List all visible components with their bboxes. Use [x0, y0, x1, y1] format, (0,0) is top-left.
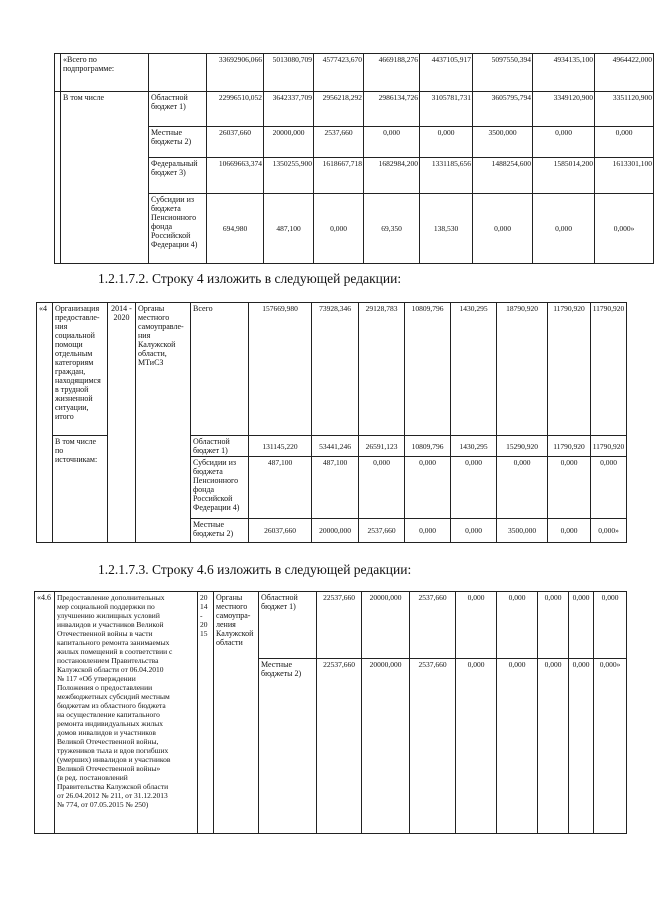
value-cell: 0,000 — [533, 127, 595, 158]
value-cell: 22537,660 — [317, 659, 362, 834]
value-cell: 3500,000 — [473, 127, 533, 158]
value-cell: 0,000 — [420, 127, 473, 158]
value-cell: 131145,220 — [249, 436, 312, 457]
value-cell: 69,350 — [364, 194, 420, 264]
value-cell: 5013080,709 — [264, 54, 314, 92]
value-cell: 26037,660 — [207, 127, 264, 158]
value-cell: 10669663,374 — [207, 158, 264, 194]
value-cell: 0,000 — [473, 194, 533, 264]
source-label: Местные бюджеты 2) — [149, 127, 207, 158]
row-number: «4.6 — [35, 592, 55, 834]
including-label: В том числе по источникам: — [53, 436, 108, 543]
value-cell: 18790,920 — [497, 303, 548, 436]
value-cell: 0,000» — [595, 194, 654, 264]
years: 2014 - 2020 — [108, 303, 136, 543]
value-cell: 11790,920 — [548, 436, 591, 457]
years: 2014 - 2015 — [198, 592, 214, 834]
value-cell: 20000,000 — [264, 127, 314, 158]
value-cell: 2537,660 — [410, 592, 456, 659]
measure-name: Организация предоставле- ния социальной помощи отдельным категориям граждан, находящимся в трудной жизненной ситуации, итого — [53, 303, 108, 436]
value-cell: 73928,346 — [312, 303, 359, 436]
value-cell: 2537,660 — [359, 519, 405, 543]
value-cell: 26591,123 — [359, 436, 405, 457]
value-cell: 1430,295 — [451, 303, 497, 436]
value-cell: 487,100 — [249, 457, 312, 519]
source-label: Областной бюджет 1) — [149, 92, 207, 127]
value-cell: 1585014,200 — [533, 158, 595, 194]
value-cell: 1350255,900 — [264, 158, 314, 194]
executor: Органы местного самоупра- ления Калужской области — [214, 592, 259, 834]
value-cell: 1331185,656 — [420, 158, 473, 194]
value-cell: 0,000 — [497, 592, 538, 659]
value-cell: 0,000 — [569, 592, 594, 659]
value-cell: 1682984,200 — [364, 158, 420, 194]
value-cell: 1613301,100 — [595, 158, 654, 194]
executor: Органы местного самоуправле- ния Калужской области, МТиСЗ — [136, 303, 191, 543]
section-heading-row-4-6: 1.2.1.7.3. Строку 4.6 изложить в следующей редакции: — [98, 562, 412, 577]
value-cell: 53441,246 — [312, 436, 359, 457]
measure-name: Предоставление дополнительных мер социальной поддержки по улучшению жилищных условий инвалидов и участников Великой Отечественной войны в части капитального ремонта занимаемых жилых помещений в соответствии с постановлением Правительства Калужской области от 06.04.2010 № 117 «Об утверждении Положения о предоставлении межбюджетных субсидий местным бюджетам из областного бюджета на осуществление капитального ремонта индивидуальных жилых домов инвалидов и участников Великой Отечественной войны, тружеников тыла и вдов погибших (умерших) инвалидов и участников Великой Отечественной войны» (в ред. постановлений Правительства Калужской области от 26.04.2012 № 211, от 31.12.2013 № 774, от 07.05.2015 № 250) — [55, 592, 198, 834]
value-cell: 0,000 — [594, 592, 627, 659]
value-cell: 1618667,718 — [314, 158, 364, 194]
value-cell: 0,000 — [591, 457, 627, 519]
source-label: Федеральный бюджет 3) — [149, 158, 207, 194]
value-cell: 0,000 — [595, 127, 654, 158]
source-label: Субсидии из бюджета Пенсионного фонда Российской Федерации 4) — [149, 194, 207, 264]
value-cell: 4934135,100 — [533, 54, 595, 92]
value-cell: 0,000 — [359, 457, 405, 519]
label-cell — [149, 54, 207, 92]
source-label: Всего — [191, 303, 249, 436]
value-cell: 0,000 — [497, 659, 538, 834]
value-cell: 10809,796 — [405, 436, 451, 457]
value-cell: 4964422,000 — [595, 54, 654, 92]
value-cell: 0,000 — [548, 519, 591, 543]
value-cell: 33692906,066 — [207, 54, 264, 92]
source-label: Местные бюджеты 2) — [259, 659, 317, 834]
value-cell: 4669188,276 — [364, 54, 420, 92]
value-cell: 3349120,900 — [533, 92, 595, 127]
value-cell: 0,000 — [451, 457, 497, 519]
value-cell: 11790,920 — [591, 436, 627, 457]
row-4-table — [36, 302, 627, 543]
value-cell: 0,000 — [456, 592, 497, 659]
value-cell: 2956218,292 — [314, 92, 364, 127]
value-cell: 3605795,794 — [473, 92, 533, 127]
source-label: Областной бюджет 1) — [191, 436, 249, 457]
value-cell: 3105781,731 — [420, 92, 473, 127]
value-cell: 487,100 — [312, 457, 359, 519]
value-cell: 138,530 — [420, 194, 473, 264]
value-cell: 11790,920 — [548, 303, 591, 436]
section-heading-row-4: 1.2.1.7.2. Строку 4 изложить в следующей редакции: — [98, 271, 402, 286]
value-cell: 0,000» — [594, 659, 627, 834]
including-label: В том числе — [61, 92, 149, 264]
value-cell: 0,000 — [405, 457, 451, 519]
value-cell: 0,000 — [451, 519, 497, 543]
value-cell: 26037,660 — [249, 519, 312, 543]
value-cell: 11790,920 — [591, 303, 627, 436]
value-cell: 694,980 — [207, 194, 264, 264]
source-label: Местные бюджеты 2) — [191, 519, 249, 543]
value-cell: 0,000 — [548, 457, 591, 519]
value-cell: 2986134,726 — [364, 92, 420, 127]
value-cell: 0,000 — [533, 194, 595, 264]
source-label: Областной бюджет 1) — [259, 592, 317, 659]
value-cell: 3500,000 — [497, 519, 548, 543]
value-cell: 0,000 — [314, 194, 364, 264]
row-number: «4 — [37, 303, 53, 543]
value-cell: 20000,000 — [362, 659, 410, 834]
source-label: Субсидии из бюджета Пенсионного фонда Российской Федерации 4) — [191, 457, 249, 519]
value-cell: 0,000 — [538, 592, 569, 659]
value-cell: 15290,920 — [497, 436, 548, 457]
value-cell: 2537,660 — [314, 127, 364, 158]
value-cell: 0,000 — [569, 659, 594, 834]
subprogram-total-table — [54, 53, 654, 264]
value-cell: 5097550,394 — [473, 54, 533, 92]
value-cell: 4577423,670 — [314, 54, 364, 92]
value-cell: 0,000 — [497, 457, 548, 519]
value-cell: 2537,660 — [410, 659, 456, 834]
value-cell: 3642337,709 — [264, 92, 314, 127]
value-cell: 0,000» — [591, 519, 627, 543]
value-cell: 0,000 — [405, 519, 451, 543]
value-cell: 22537,660 — [317, 592, 362, 659]
value-cell: 1430,295 — [451, 436, 497, 457]
value-cell: 20000,000 — [312, 519, 359, 543]
value-cell: 20000,000 — [362, 592, 410, 659]
row-4-6-table — [34, 591, 627, 834]
value-cell: 3351120,900 — [595, 92, 654, 127]
value-cell: 10809,796 — [405, 303, 451, 436]
value-cell: 4437105,917 — [420, 54, 473, 92]
value-cell: 1488254,600 — [473, 158, 533, 194]
total-label: «Всего по подпрограмме: — [61, 54, 149, 92]
value-cell: 0,000 — [538, 659, 569, 834]
value-cell: 22996510,052 — [207, 92, 264, 127]
value-cell: 157669,980 — [249, 303, 312, 436]
value-cell: 0,000 — [364, 127, 420, 158]
value-cell: 487,100 — [264, 194, 314, 264]
value-cell: 29128,783 — [359, 303, 405, 436]
value-cell: 0,000 — [456, 659, 497, 834]
